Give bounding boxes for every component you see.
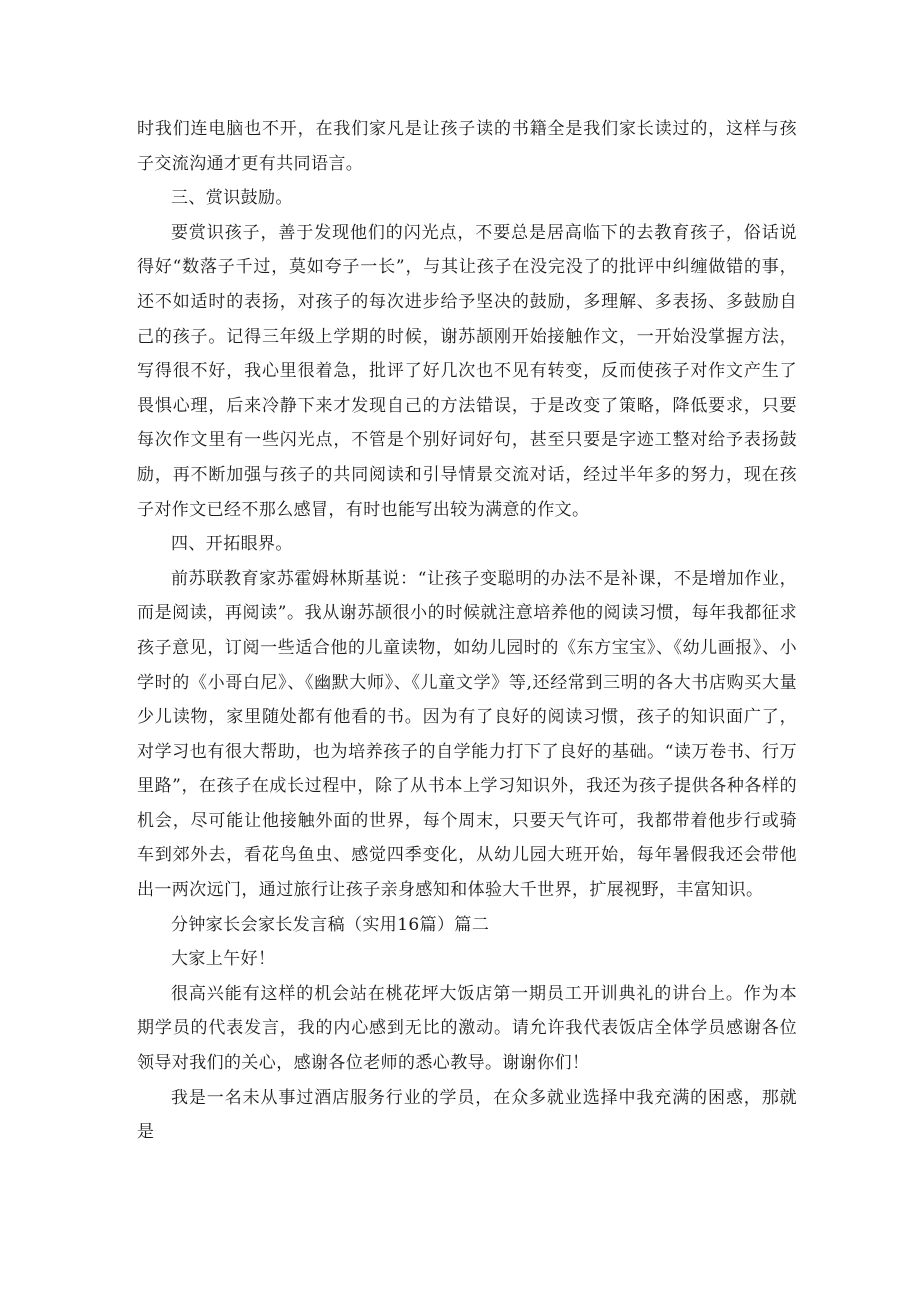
paragraph: 时我们连电脑也不开，在我们家凡是让孩子读的书籍全是我们家长读过的，这样与孩子交流沟通才更有共同语言。 [137, 119, 797, 174]
greeting: 大家上午好！ [171, 949, 276, 970]
paragraph: 前苏联教育家苏霍姆林斯基说：“让孩子变聪明的办法不是补课，不是增加作业，而是阅读，再阅读”。我从谢苏颉很小的时候就注意培养他的阅读习惯，每年我都征求孩子意见，订阅一些适合他的儿童读物，如幼儿园时的《东方宝宝》、《幼儿画报》、小学时的《小哥白尼》、《幽默大师》、《儿童文学》等,还经常到三明的各大书店购买大量少儿读物，家里随处都有他看的书。因为有了良好的阅读习惯，孩子的知识面广了，对学习也有很大帮助，也为培养孩子的自学能力打下了良好的基础。“读万卷书、行万里路”，在孩子在成长过程中，除了从书本上学习知识外，我还为孩子提供各种各样的机会，尽可能让他接触外面的世界，每个周末，只要天气许可，我都带着他步行或骑车到郊外去，看花鸟鱼虫、感觉四季变化，从幼儿园大班开始，每年暑假我还会带他出一两次远门，通过旅行让孩子亲身感知和体验大千世界，扩展视野，丰富知识。 [137, 568, 797, 901]
paragraph: 很高兴能有这样的机会站在桃花坪大饭店第一期员工开训典礼的讲台上。作为本期学员的代表发言，我的内心感到无比的激动。请允许我代表饭店全体学员感谢各位领导对我们的关心，感谢各位老师的悉心教导。谢谢你们！ [137, 983, 797, 1074]
section-heading-broaden-horizons: 四、开拓眼界。 [171, 534, 293, 555]
paragraph: 要赏识孩子，善于发现他们的闪光点，不要总是居高临下的去教育孩子，俗话说得好“数落子千过，莫如夸子一长”，与其让孩子在没完没了的批评中纠缠做错的事，还不如适时的表扬，对孩子的每次进步给予坚决的鼓励，多理解、多表扬、多鼓励自己的孩子。记得三年级上学期的时候，谢苏颉刚开始接触作文，一开始没掌握方法，写得很不好，我心里很着急，批评了好几次也不见有转变，反而使孩子对作文产生了畏惧心理，后来冷静下来才发现自己的方法错误，于是改变了策略，降低要求，只要每次作文里有一些闪光点，不管是个别好词好句，甚至只要是字迹工整对给予表扬鼓励，再不断加强与孩子的共同阅读和引导情景交流对话，经过半年多的努力，现在孩子对作文已经不那么感冒，有时也能写出较为满意的作文。 [137, 222, 797, 520]
paragraph: 我是一名未从事过酒店服务行业的学员，在众多就业选择中我充满的困惑，那就是 [137, 1087, 797, 1143]
section-heading-appreciation: 三、赏识鼓励。 [171, 188, 293, 209]
document-body [137, 112, 797, 1150]
article-title: 分钟家长会家长发言稿（实用16篇）篇二 [171, 914, 490, 935]
